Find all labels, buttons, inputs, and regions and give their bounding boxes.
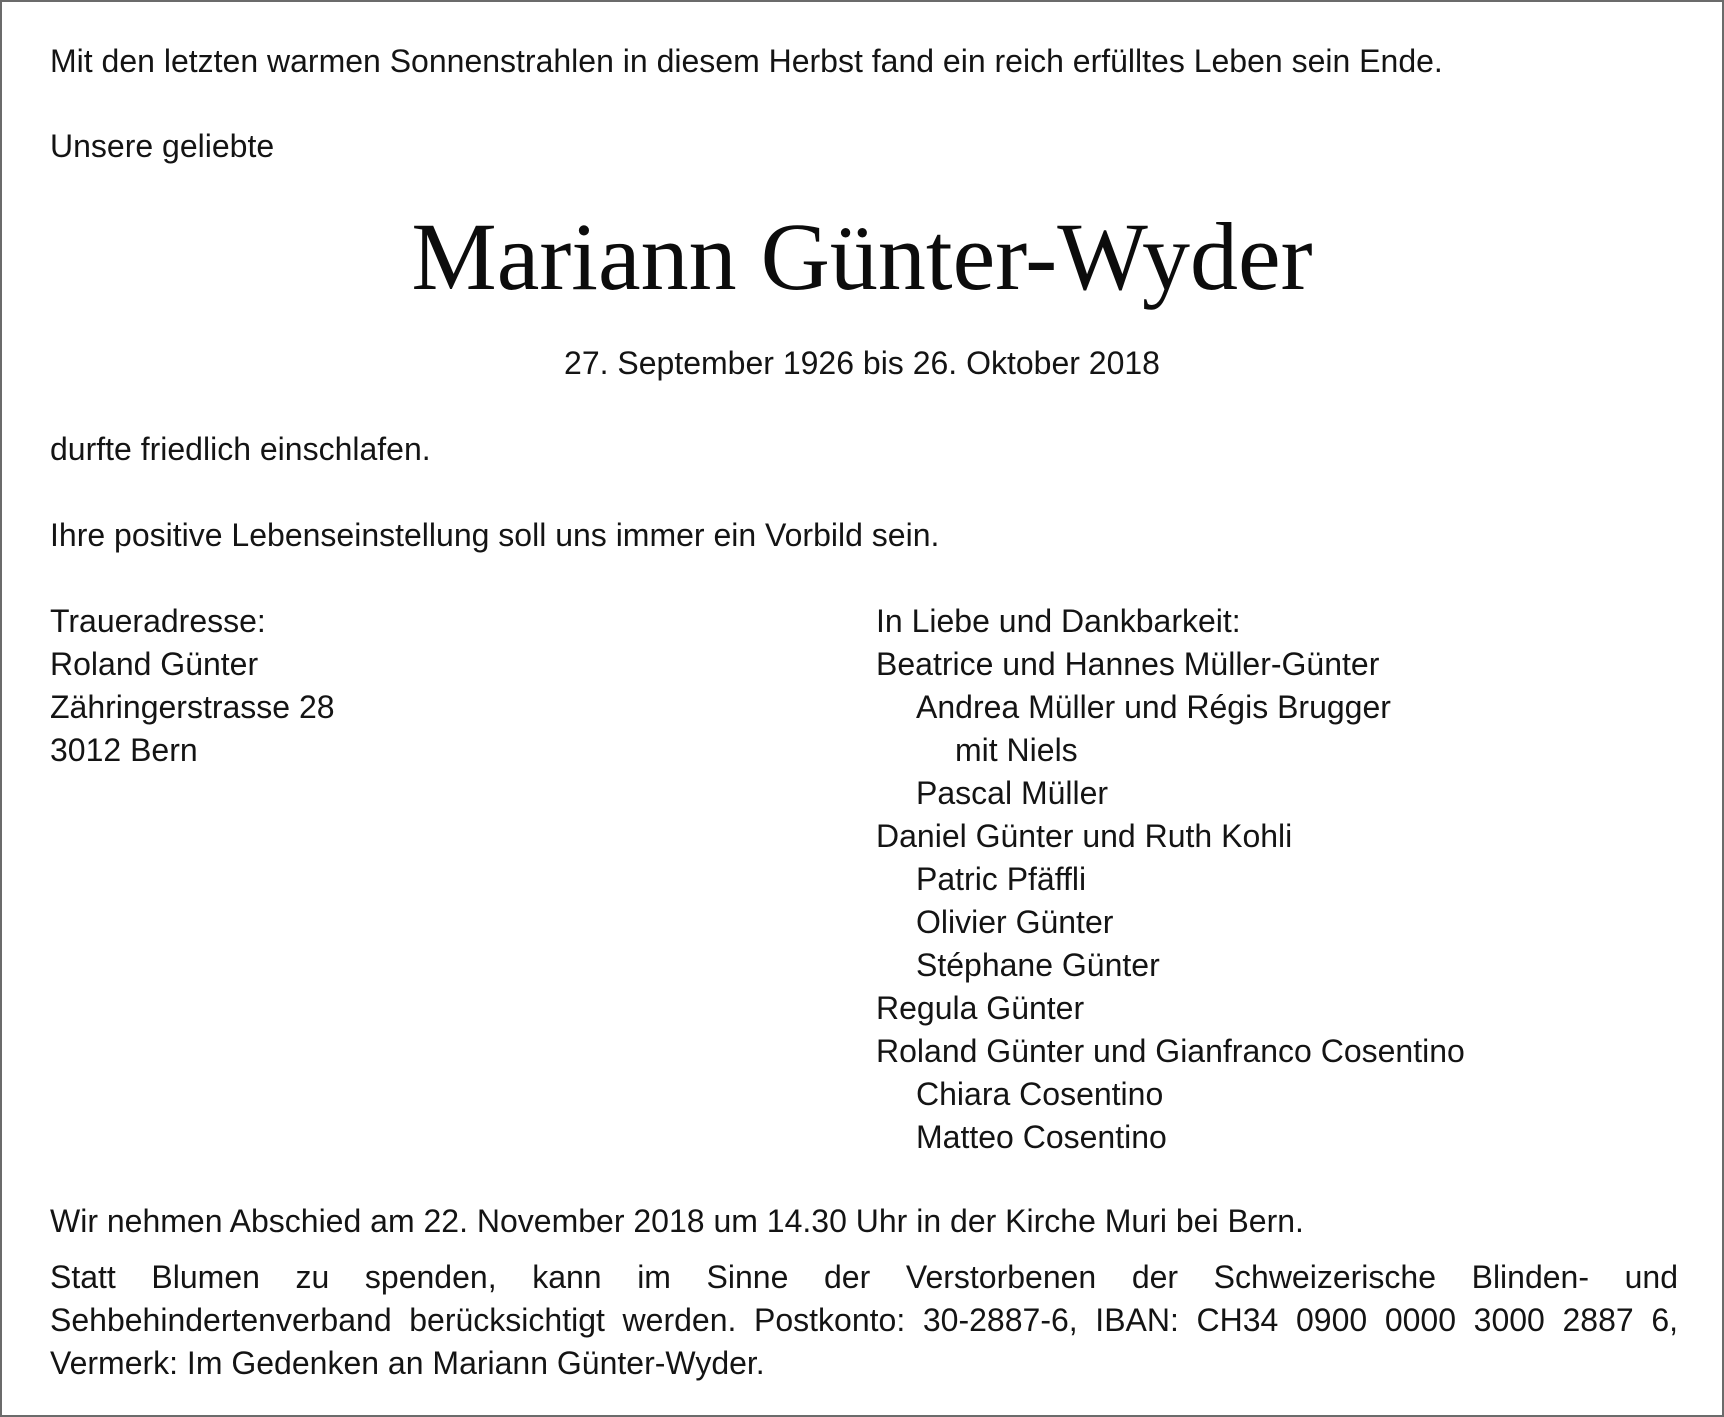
- intro-text: Mit den letzten warmen Sonnenstrahlen in diesem Herbst fand ein reich erfülltes Leben sein Ende.: [50, 43, 1443, 79]
- greeting-text: Unsere geliebte: [50, 128, 275, 164]
- family-heading: In Liebe und Dankbarkeit:: [876, 603, 1241, 639]
- address-line: Roland Günter: [50, 646, 259, 682]
- donation-text: Statt Blumen zu spenden, kann im Sinne der Verstorbenen der Schweizerische Blinden- und Sehbehindertenverband berücksichtigt werden. Postkonto: 30-2887-6, IBAN: CH34 0900 0000 3000 2887 6, Vermerk: Im Gedenken an Mariann Günter-Wyder.: [50, 1259, 1678, 1381]
- family-member: Matteo Cosentino: [916, 1119, 1167, 1155]
- family-member: Roland Günter und Gianfranco Cosentino: [876, 1033, 1465, 1069]
- passing-text: durfte friedlich einschlafen.: [50, 431, 431, 467]
- motto-text: Ihre positive Lebenseinstellung soll uns immer ein Vorbild sein.: [50, 517, 940, 553]
- family-member: Stéphane Günter: [916, 947, 1160, 983]
- address-line: 3012 Bern: [50, 732, 198, 768]
- family-list: [876, 600, 1465, 1159]
- family-member: Olivier Günter: [916, 904, 1114, 940]
- family-members: [876, 643, 1465, 1159]
- farewell-text: Wir nehmen Abschied am 22. November 2018 um 14.30 Uhr in der Kirche Muri bei Bern.: [50, 1203, 1304, 1239]
- deceased-name: Mariann Günter-Wyder: [411, 203, 1313, 310]
- mourning-address: [50, 600, 335, 772]
- family-member: Regula Günter: [876, 990, 1085, 1026]
- family-member: Andrea Müller und Régis Brugger: [916, 689, 1391, 725]
- family-member: Beatrice und Hannes Müller-Günter: [876, 646, 1380, 682]
- family-member: Patric Pfäffli: [916, 861, 1087, 897]
- family-member: Daniel Günter und Ruth Kohli: [876, 818, 1293, 854]
- family-member: Chiara Cosentino: [916, 1076, 1164, 1112]
- family-member: Pascal Müller: [916, 775, 1109, 811]
- address-heading: Traueradresse:: [50, 603, 266, 639]
- family-member: mit Niels: [955, 732, 1078, 768]
- life-dates: 27. September 1926 bis 26. Oktober 2018: [564, 345, 1160, 381]
- address-line: Zähringerstrasse 28: [50, 689, 335, 725]
